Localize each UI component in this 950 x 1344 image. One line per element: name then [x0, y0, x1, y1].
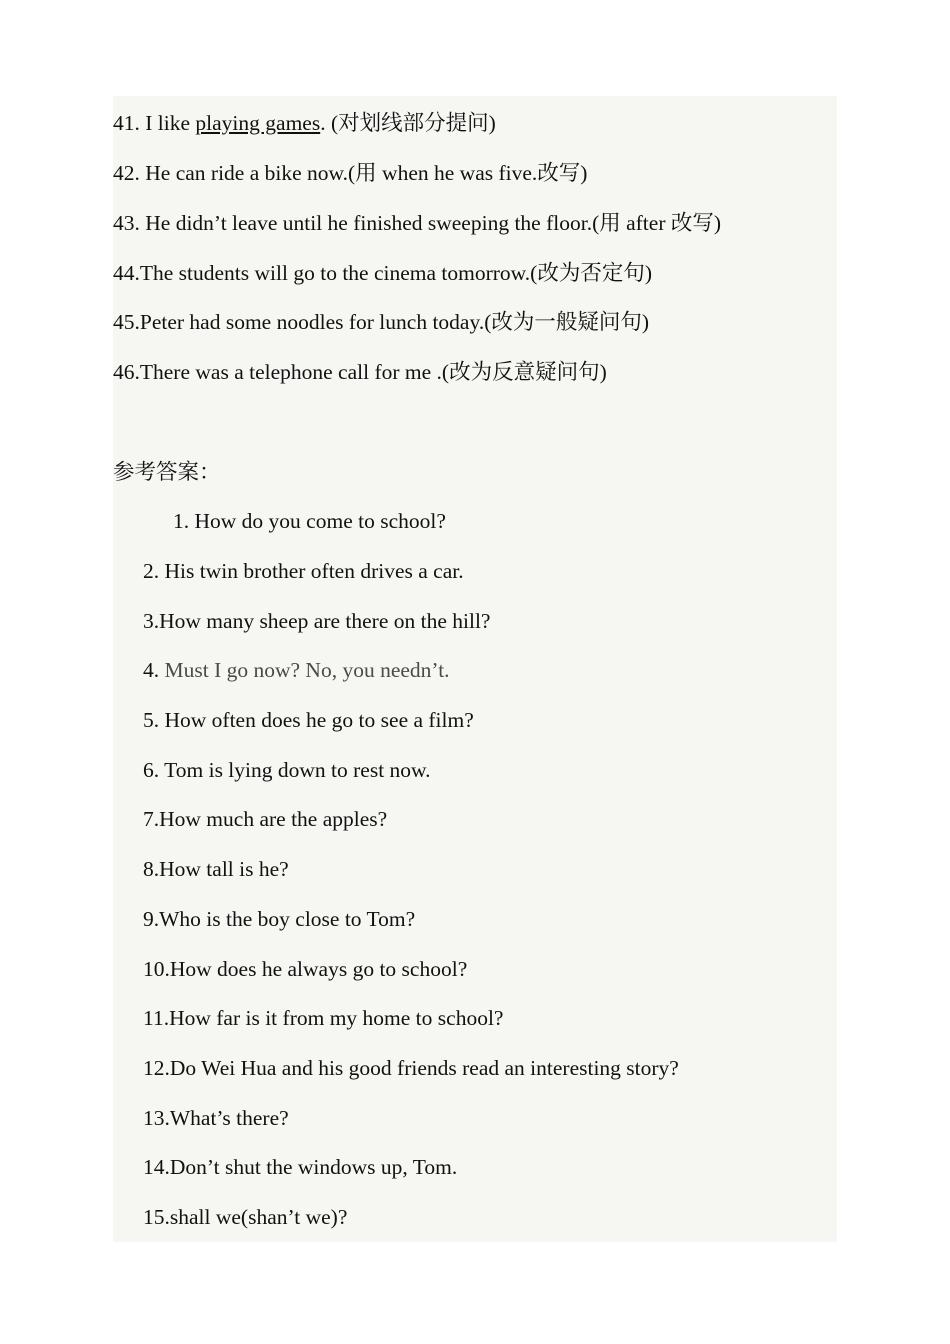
answer-4	[143, 656, 450, 684]
question-44: 44.The students will go to the cinema tomorrow.(改为否定句)	[113, 261, 653, 285]
answer-11: 11.How far is it from my home to school?	[143, 1006, 504, 1030]
answer-3: 3.How many sheep are there on the hill?	[143, 609, 491, 633]
answer-8: 8.How tall is he?	[143, 857, 289, 881]
answers-heading: 参考答案：	[113, 460, 221, 484]
question-45: 45.Peter had some noodles for lunch today.(改为一般疑问句)	[113, 310, 650, 334]
question-41	[113, 109, 496, 137]
question-43: 43. He didn’t leave until he finished sweeping the floor.(用 after 改写)	[113, 211, 722, 235]
question-number: 41.	[113, 111, 146, 135]
answer-text: Must I go now? No, you needn’t.	[164, 658, 450, 682]
answer-13: 13.What’s there?	[143, 1106, 289, 1130]
question-instruction: . (对划线部分提问)	[320, 111, 496, 135]
answer-15: 15.shall we(shan’t we)?	[143, 1205, 348, 1229]
answer-1: 1. How do you come to school?	[173, 509, 446, 533]
answer-2: 2. His twin brother often drives a car.	[143, 559, 464, 583]
answer-10: 10.How does he always go to school?	[143, 957, 468, 981]
underlined-phrase: playing games	[195, 111, 321, 135]
question-text: I like	[145, 111, 196, 135]
answer-14: 14.Don’t shut the windows up, Tom.	[143, 1155, 458, 1179]
document-page	[113, 96, 837, 1242]
answer-12: 12.Do Wei Hua and his good friends read an interesting story?	[143, 1056, 679, 1080]
question-46: 46.There was a telephone call for me .(改为反意疑问句)	[113, 360, 607, 384]
answer-9: 9.Who is the boy close to Tom?	[143, 907, 416, 931]
answer-5: 5. How often does he go to see a film?	[143, 708, 474, 732]
answer-number: 4.	[143, 658, 165, 682]
question-42: 42. He can ride a bike now.(用 when he was five.改写)	[113, 161, 588, 185]
answer-7: 7.How much are the apples?	[143, 807, 388, 831]
answer-6: 6. Tom is lying down to rest now.	[143, 758, 431, 782]
